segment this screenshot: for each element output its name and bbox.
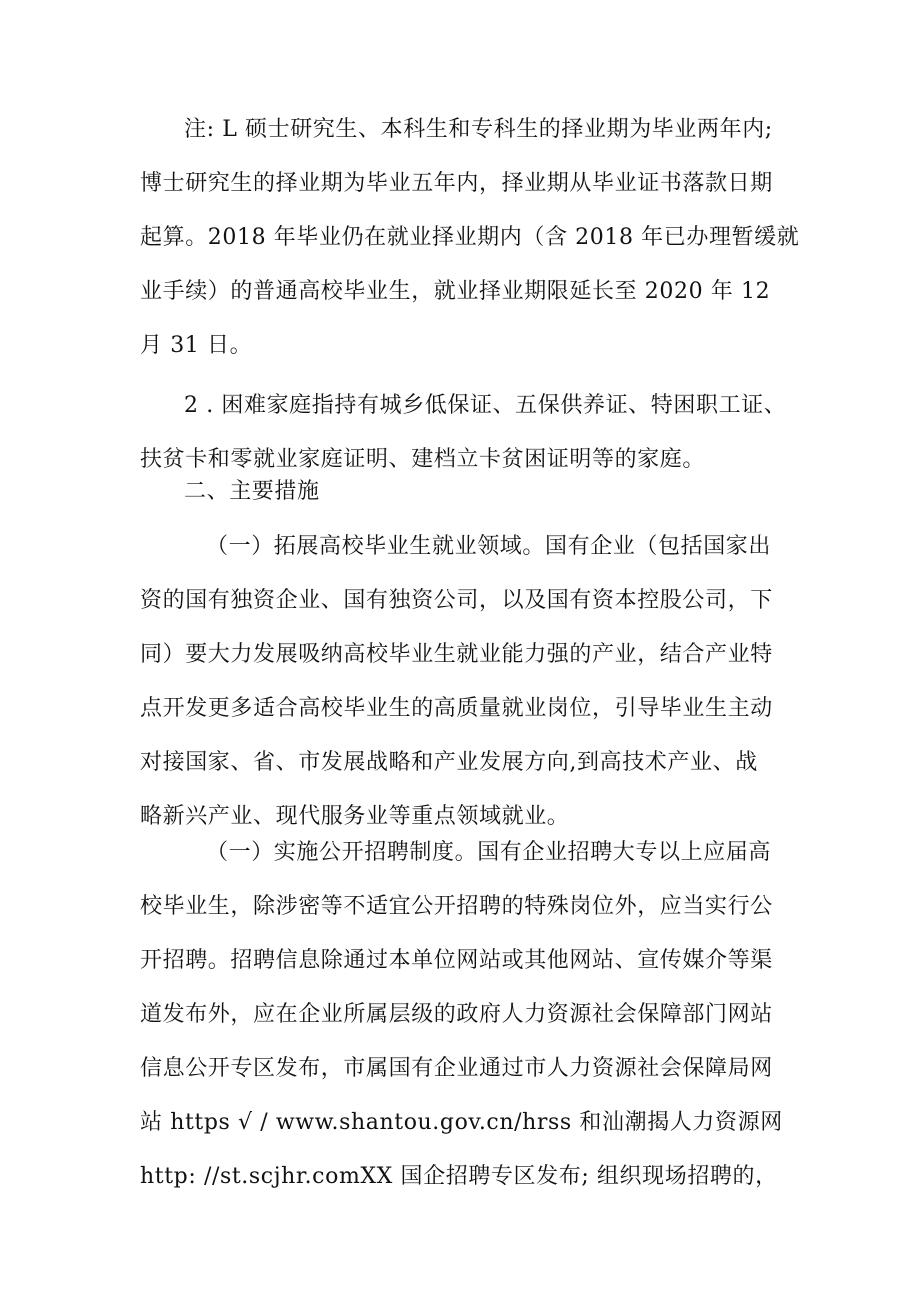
text-line: 注: L 硕士研究生、本科生和专科生的择业期为毕业两年内; (184, 117, 773, 142)
section-heading-text: 二、主要措施 (184, 479, 320, 504)
text-line: 博士研究生的择业期为毕业五年内，择业期从毕业证书落款日期 (140, 171, 773, 196)
text-line: 点开发更多适合高校毕业生的高质量就业岗位，引导毕业生主动 (140, 696, 773, 721)
measure1-paragraph (140, 520, 790, 844)
section-heading (140, 465, 790, 519)
measure2-paragraph (140, 826, 790, 1204)
note-paragraph (140, 103, 800, 373)
text-line: 对接国家、省、市发展战略和产业发展方向,到高技术产业、战 (140, 750, 758, 775)
text-line: 略新兴产业、现代服务业等重点领域就业。 (140, 804, 570, 829)
text-line: 信息公开专区发布，市属国有企业通过市人力资源社会保障局网 (140, 1056, 773, 1081)
text-line: （一）拓展高校毕业生就业领域。国有企业（包括国家出 (206, 534, 772, 559)
text-line: 开招聘。招聘信息除通过本单位网站或其他网站、宣传媒介等渠 (140, 948, 773, 973)
text-line: http: //st.scjhr.comXX 国企招聘专区发布; 组织现场招聘的， (140, 1164, 778, 1189)
text-line: 起算。2018 年毕业仍在就业择业期内（含 2018 年已办理暂缓就 (140, 225, 800, 250)
text-line: 业手续）的普通高校毕业生，就业择业期限延长至 2020 年 12 (140, 279, 771, 304)
text-line: （一）实施公开招聘制度。国有企业招聘大专以上应届高 (206, 840, 772, 865)
text-line: 扶贫卡和零就业家庭证明、建档立卡贫困证明等的家庭。 (140, 447, 706, 472)
text-line: 资的国有独资企业、国有独资公司，以及国有资本控股公司，下 (140, 588, 773, 613)
text-line: 2 . 困难家庭指持有城乡低保证、五保供养证、特困职工证、 (184, 393, 787, 418)
text-line: 校毕业生，除涉密等不适宜公开招聘的特殊岗位外，应当实行公 (140, 894, 773, 919)
text-line: 道发布外，应在企业所属层级的政府人力资源社会保障部门网站 (140, 1002, 773, 1027)
text-line: 站 https √ / www.shantou.gov.cn/hrss 和汕潮揭人力资源网 (140, 1110, 783, 1135)
text-line: 月 31 日。 (140, 333, 253, 358)
text-line: 同）要大力发展吸纳高校毕业生就业能力强的产业，结合产业特 (140, 642, 773, 667)
